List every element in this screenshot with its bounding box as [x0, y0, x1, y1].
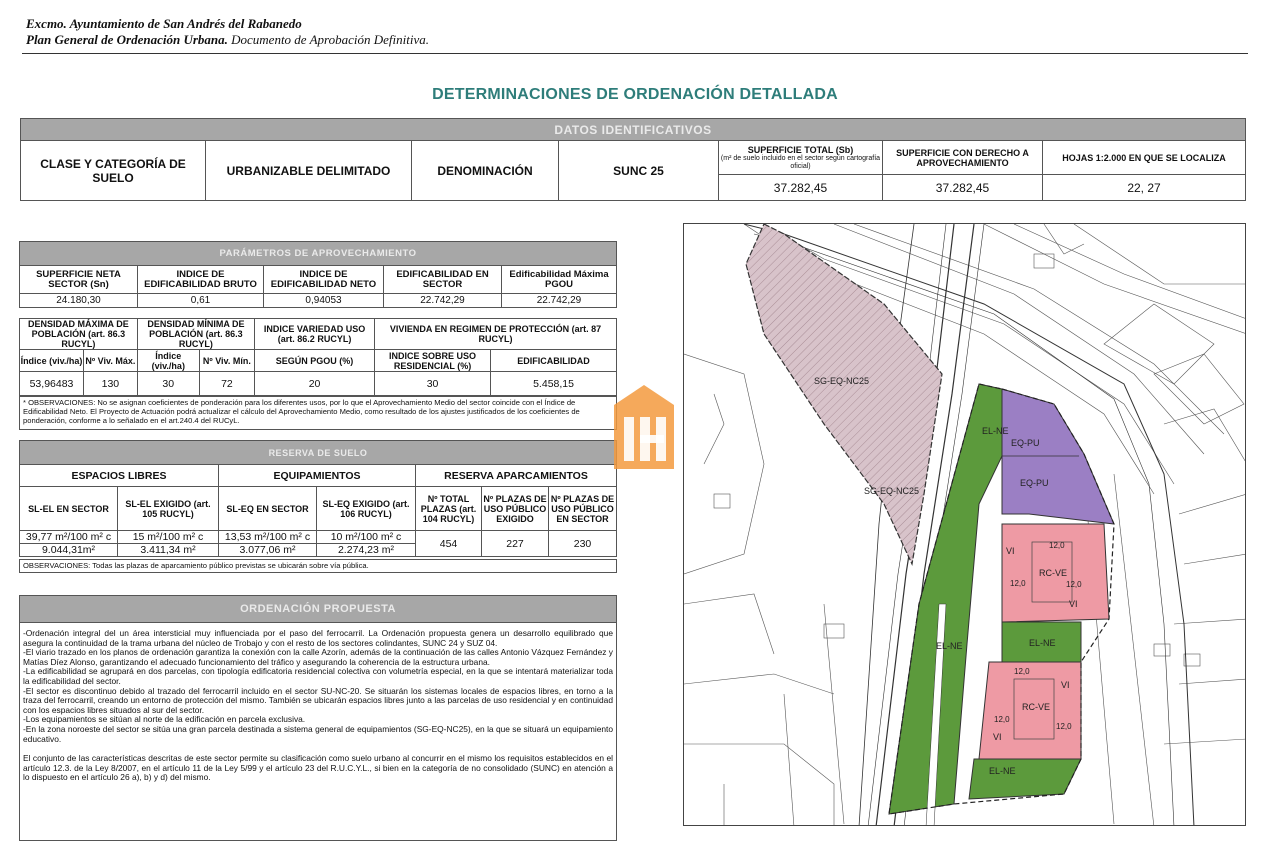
- densidad-value: 130: [84, 372, 138, 396]
- reserva-subheader: SL-EQ EXIGIDO (art. 106 RUCYL): [317, 487, 416, 531]
- reserva-ratio: 39,77 m²/100 m² c: [20, 531, 118, 544]
- ordenacion-closing: El conjunto de las características descritas de este sector permite su clasificación como suelo urbano al concurrir en el mismo los requisitos establecidos en el artículo 12.3. de la Ley 8/2007, en el artículo 11 de la Ley 5/99 y el artículo 23 del R.U.C.Y.L., si bien en la categoría de no consolidado (SUNC) en atención a lo dispuesto en el artículo 26 a), b) y d) del mismo.: [23, 753, 613, 783]
- header-plan-title: Plan General de Ordenación Urbana.: [26, 32, 228, 47]
- reserva-ratio: 15 m²/100 m² c: [118, 531, 219, 544]
- sector-map: [683, 223, 1246, 826]
- superficie-total-header: [719, 141, 883, 175]
- densidad-value: 5.458,15: [491, 372, 617, 396]
- observaciones-aprovechamiento: * OBSERVACIONES: No se asignan coeficientes de ponderación para los diferentes usos, por lo que el Aprovechamiento Medio del sector coincide con el Índice de Edificabilidad Neto. El Proyecto de Actuación podrá actualizar el cálculo del Aprovechamiento Medio, como resultado de los ajustes justificados de los coeficientes de ponderación, conforme a lo señalado en el art.240.4 del RUCyL.: [19, 396, 617, 430]
- param-header: INDICE DE EDIFICABILIDAD NETO: [264, 266, 384, 294]
- densidad-indice-label: Índice (viv./ha): [20, 350, 84, 372]
- segun-pgou-label: SEGÚN PGOU (%): [255, 350, 375, 372]
- denominacion-value: SUNC 25: [559, 141, 719, 201]
- espacios-libres-label: ESPACIOS LIBRES: [20, 465, 219, 487]
- reserva-area: 9.044,31m²: [20, 544, 118, 557]
- parametros-band: PARÁMETROS DE APROVECHAMIENTO: [20, 242, 617, 266]
- densidad-indice-label: Índice (viv./ha): [137, 350, 199, 372]
- reserva-ratio: 10 m²/100 m² c: [317, 531, 416, 544]
- superficie-aprovechamiento-label: SUPERFICIE CON DERECHO A APROVECHAMIENTO: [883, 141, 1043, 175]
- map-label-vi: VI: [1069, 599, 1078, 609]
- densidad-minima-label: DENSIDAD MÍNIMA DE POBLACIÓN (art. 86.3 RUCYL): [137, 319, 254, 350]
- map-label-vi: VI: [993, 732, 1002, 742]
- param-value: 24.180,30: [20, 294, 138, 308]
- ordenacion-text: [20, 623, 616, 783]
- sg-eq-parcel: [746, 224, 942, 564]
- densidad-table: [19, 318, 617, 396]
- reserva-ratio: 13,53 m²/100 m² c: [219, 531, 317, 544]
- el-ne-bottom: [969, 759, 1081, 799]
- densidad-nviv-min-label: Nº Viv. Mín.: [199, 350, 254, 372]
- header-line-2: [26, 32, 429, 48]
- map-label-dim: 12,0: [994, 715, 1010, 724]
- ordenacion-paragraph: -El sector es discontinuo debido al trazado del ferrocarril incluido en el sector SU-NC-20. Se situarán los sistemas locales de espacios libres, en torno a la traza del ferrocarril, creando un entorno de protección del mismo. También se ubicarán espacios libres junto a las parcelas de uso residencial y en continuidad con los espacios libres situados al sur del sector.: [23, 685, 613, 715]
- plazas-exigido-value: 227: [482, 531, 549, 557]
- map-label-dim: 12,0: [1066, 580, 1082, 589]
- param-header: INDICE DE EDIFICABILIDAD BRUTO: [138, 266, 264, 294]
- clase-value: URBANIZABLE DELIMITADO: [206, 141, 412, 201]
- header-doc-type: Documento de Aprobación Definitiva.: [227, 32, 429, 47]
- densidad-maxima-label: DENSIDAD MÁXIMA DE POBLACIÓN (art. 86.3 RUCYL): [20, 319, 138, 350]
- equipamientos-label: EQUIPAMIENTOS: [219, 465, 416, 487]
- map-label-el-ne: EL-NE: [982, 426, 1009, 436]
- plazas-sector-value: 230: [549, 531, 617, 557]
- reserva-area: 3.411,34 m²: [118, 544, 219, 557]
- page-title: DETERMINACIONES DE ORDENACIÓN DETALLADA: [432, 86, 838, 103]
- superficie-total-value: 37.282,45: [719, 175, 883, 201]
- map-label-vi: VI: [1061, 680, 1070, 690]
- map-label-dim: 12,0: [1010, 579, 1026, 588]
- reserva-subheader: Nº TOTAL PLAZAS (art. 104 RUCYL): [416, 487, 482, 531]
- map-svg: [684, 224, 1246, 826]
- reserva-subheader: SL-EQ EN SECTOR: [219, 487, 317, 531]
- denominacion-label: DENOMINACIÓN: [412, 141, 559, 201]
- map-label-vi: VI: [1006, 546, 1015, 556]
- clase-label: CLASE Y CATEGORÍA DE SUELO: [21, 141, 206, 201]
- indice-residencial-label: INDICE SOBRE USO RESIDENCIAL (%): [375, 350, 491, 372]
- watermark-logo: [600, 383, 683, 471]
- densidad-value: 72: [199, 372, 254, 396]
- vivienda-proteccion-label: VIVIENDA EN REGIMEN DE PROTECCIÓN (art. 87 RUCYL): [375, 319, 617, 350]
- map-label-dim: 12,0: [1014, 667, 1030, 676]
- header-divider: [22, 53, 1248, 54]
- aparcamientos-label: RESERVA APARCAMIENTOS: [416, 465, 617, 487]
- map-label-rc-ve: RC-VE: [1039, 568, 1068, 578]
- reserva-area: 3.077,06 m²: [219, 544, 317, 557]
- superficie-aprovechamiento-value: 37.282,45: [883, 175, 1043, 201]
- map-label-el-ne: EL-NE: [989, 766, 1016, 776]
- map-label-el-ne: EL-NE: [936, 641, 963, 651]
- reserva-subheader: Nº PLAZAS DE USO PÚBLICO EN SECTOR: [549, 487, 617, 531]
- identification-table: [20, 118, 1246, 201]
- map-label-el-ne: EL-NE: [1029, 638, 1056, 648]
- densidad-value: 53,96483: [20, 372, 84, 396]
- document-header: [26, 16, 429, 48]
- param-header: EDIFICABILIDAD EN SECTOR: [384, 266, 502, 294]
- map-label-dim: 12,0: [1056, 722, 1072, 731]
- observaciones-aparcamiento: OBSERVACIONES: Todas las plazas de aparcamiento público previstas se ubicarán sobre vía pública.: [19, 559, 617, 573]
- map-label-dim: 12,0: [1049, 541, 1065, 550]
- hojas-value: 22, 27: [1043, 175, 1246, 201]
- param-value: 0,94053: [264, 294, 384, 308]
- superficie-total-note: (m² de suelo incluido en el sector según cartografía oficial): [720, 154, 881, 170]
- hojas-label: HOJAS 1:2.000 EN QUE SE LOCALIZA: [1043, 141, 1246, 175]
- densidad-value: 30: [137, 372, 199, 396]
- param-value: 22.742,29: [502, 294, 617, 308]
- parametros-table: [19, 241, 617, 308]
- ordenacion-paragraph: -Ordenación integral del un área intersticial muy influenciada por el paso del ferrocarril. La Ordenación propuesta genera un desarrollo equilibrado que asegura la continuidad de la trama urbana del núcleo de Trobajo y con el resto de los sectores colindantes, SUNC 24 y SUZ 04.: [23, 628, 613, 648]
- map-label-eq-pu: EQ-PU: [1020, 478, 1049, 488]
- edificabilidad-label: EDIFICABILIDAD: [491, 350, 617, 372]
- indice-variedad-label: INDICE VARIEDAD USO (art. 86.2 RUCYL): [255, 319, 375, 350]
- identification-band: DATOS IDENTIFICATIVOS: [21, 119, 1246, 141]
- watermark-logo-icon: [600, 383, 683, 471]
- reserva-band: RESERVA DE SUELO: [20, 441, 617, 465]
- param-value: 22.742,29: [384, 294, 502, 308]
- map-label-sg-eq: SG-EQ-NC25: [864, 486, 920, 496]
- ordenacion-band: ORDENACIÓN PROPUESTA: [20, 596, 616, 623]
- ordenacion-propuesta: [19, 595, 617, 841]
- reserva-area: 2.274,23 m²: [317, 544, 416, 557]
- reserva-subheader: Nº PLAZAS DE USO PÚBLICO EXIGIDO: [482, 487, 549, 531]
- ordenacion-paragraph: -La edificabilidad se agrupará en dos parcelas, con tipología edificatoria residencial colectiva con volumetría especial, en la que se intentará materializar toda la edificabilidad del sector.: [23, 666, 613, 686]
- map-label-rc-ve: RC-VE: [1022, 702, 1051, 712]
- param-value: 0,61: [138, 294, 264, 308]
- ordenacion-paragraph: -Los equipamientos se sitúan al norte de la edificación en parcela exclusiva.: [23, 714, 306, 725]
- densidad-value: 20: [255, 372, 375, 396]
- reserva-table: [19, 440, 617, 557]
- ordenacion-paragraph: -El viario trazado en los planos de ordenación garantiza la conexión con la calle Azorín, además de la continuación de las calles Antonio Vázquez Fernández y Matías Díez Alonso, garantizando el adecuado funcionamiento del tráfico y asegurando la coherencia de la estructura urbana.: [23, 647, 613, 667]
- reserva-subheader: SL-EL EN SECTOR: [20, 487, 118, 531]
- densidad-nviv-max-label: Nº Viv. Máx.: [84, 350, 138, 372]
- param-header: SUPERFICIE NETA SECTOR (Sn): [20, 266, 138, 294]
- map-label-eq-pu: EQ-PU: [1011, 438, 1040, 448]
- densidad-value: 30: [375, 372, 491, 396]
- param-header: Edificabilidad Máxima PGOU: [502, 266, 617, 294]
- map-label-sg-eq: SG-EQ-NC25: [814, 376, 870, 386]
- superficie-total-label: SUPERFICIE TOTAL (Sb): [747, 144, 854, 155]
- ordenacion-paragraph: -En la zona noroeste del sector se sitúa una gran parcela destinada a sistema general de equipamientos (SG-EQ-NC25), en la que se situará un equipamiento educativo.: [23, 723, 613, 744]
- plazas-total-value: 454: [416, 531, 482, 557]
- reserva-subheader: SL-EL EXIGIDO (art. 105 RUCYL): [118, 487, 219, 531]
- header-line-1: Excmo. Ayuntamiento de San Andrés del Rabanedo: [26, 16, 302, 31]
